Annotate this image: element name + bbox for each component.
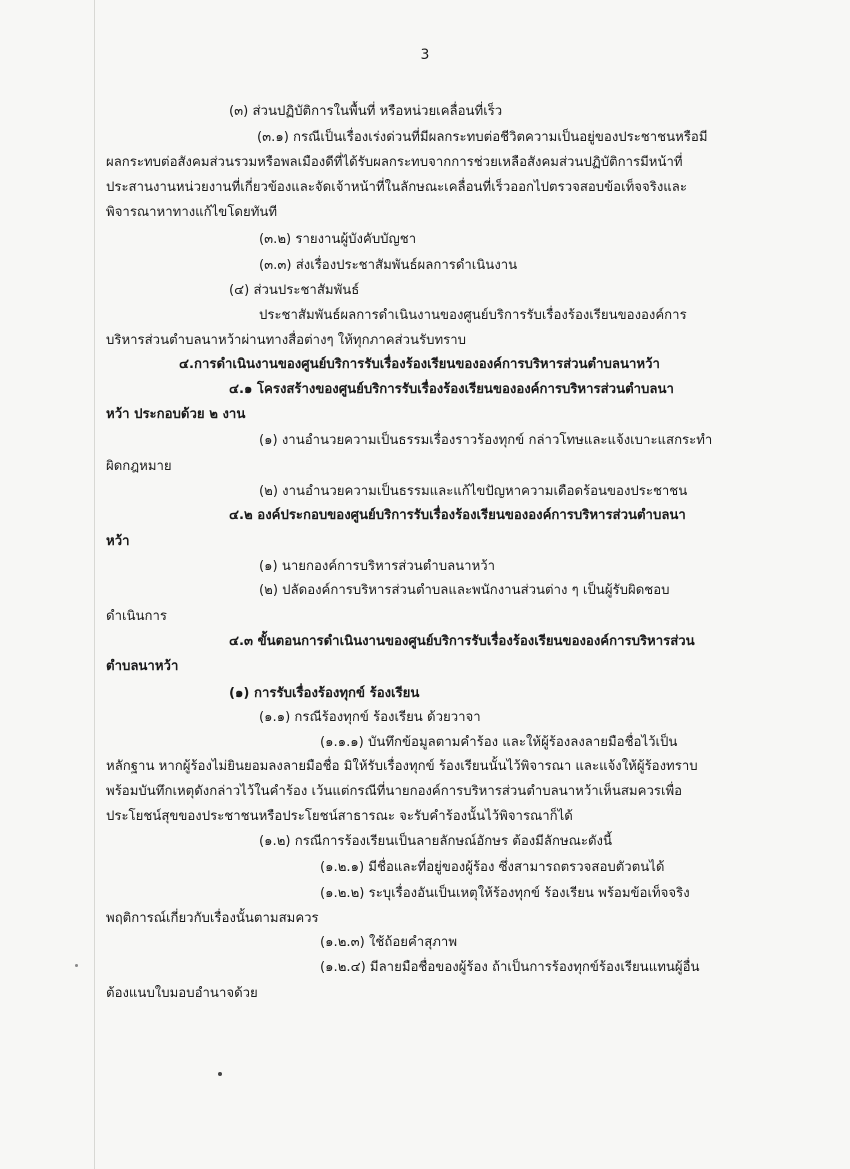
work-1-line-2: ผิดกฎหมาย (106, 459, 172, 474)
scan-speck (218, 1072, 222, 1076)
main-heading-4: ๔.การดำเนินงานของศูนย์บริการรับเรื่องร้องเรียนขององค์การบริหารส่วนตำบลนาหว้า (179, 357, 660, 372)
heading-4-2-line-2: หว้า (106, 534, 130, 549)
step-1-1-1-line-1: (๑.๑.๑) บันทึกข้อมูลตามคำร้อง และให้ผู้ร้องลงลายมือชื่อไว้เป็น (320, 735, 678, 750)
heading-4-3-line-2: ตำบลนาหว้า (106, 659, 179, 674)
work-1-line-1: (๑) งานอำนวยความเป็นธรรมเรื่องราวร้องทุกข์ กล่าวโทษและแจ้งเบาะแสกระทำ (259, 433, 713, 448)
step-1-2-3: (๑.๒.๓) ใช้ถ้อยคำสุภาพ (320, 935, 458, 950)
member-2-line-1: (๒) ปลัดองค์การบริหารส่วนตำบลและพนักงานส่วนต่าง ๆ เป็นผู้รับผิดชอบ (259, 583, 670, 598)
item-3-2: (๓.๒) รายงานผู้บังคับบัญชา (259, 232, 417, 247)
section-4-heading: (๔) ส่วนประชาสัมพันธ์ (229, 283, 360, 298)
heading-4-1-line-2: หว้า ประกอบด้วย ๒ งาน (106, 407, 246, 422)
step-1-2: (๑.๒) กรณีการร้องเรียนเป็นลายลักษณ์อักษร ต้องมีลักษณะดังนี้ (259, 834, 612, 849)
step-1-2-2-line-2: พฤติการณ์เกี่ยวกับเรื่องนั้นตามสมควร (106, 911, 319, 926)
item-3-1-line-3: ประสานงานหน่วยงานที่เกี่ยวข้องและจัดเจ้าหน้าที่ในลักษณะเคลื่อนที่เร็วออกไปตรวจสอบข้อเท็จจริงและ (106, 180, 687, 195)
heading-4-2-line-1: ๔.๒ องค์ประกอบของศูนย์บริการรับเรื่องร้องเรียนขององค์การบริหารส่วนตำบลนา (229, 508, 686, 523)
pr-paragraph-line-2: บริหารส่วนตำบลนาหว้าผ่านทางสื่อต่างๆ ให้ทุกภาคส่วนรับทราบ (106, 333, 466, 348)
pr-paragraph-line-1: ประชาสัมพันธ์ผลการดำเนินงานของศูนย์บริการรับเรื่องร้องเรียนขององค์การ (259, 308, 687, 323)
scan-edge-line (94, 0, 95, 1169)
step-1-2-4-line-1: (๑.๒.๔) มีลายมือชื่อของผู้ร้อง ถ้าเป็นการร้องทุกข์ร้องเรียนแทนผู้อื่น (320, 960, 700, 975)
heading-4-3-line-1: ๔.๓ ขั้นตอนการดำเนินงานของศูนย์บริการรับเรื่องร้องเรียนขององค์การบริหารส่วน (229, 634, 695, 649)
item-3-3: (๓.๓) ส่งเรื่องประชาสัมพันธ์ผลการดำเนินงาน (259, 258, 518, 273)
item-3-1-line-2: ผลกระทบต่อสังคมส่วนรวมหรือพลเมืองดีที่ได้รับผลกระทบจากการช่วยเหลือสังคมส่วนปฏิบัติการมีหน้าที่ (106, 155, 683, 170)
step-1-1-1-line-2: หลักฐาน หากผู้ร้องไม่ยินยอมลงลายมือชื่อ มิให้รับเรื่องทุกข์ ร้องเรียนนั้นไว้พิจารณา และแจ้งให้ผู้ร้องทราบ (106, 759, 698, 774)
scan-speck (75, 964, 78, 967)
section-3-heading: (๓) ส่วนปฏิบัติการในพื้นที่ หรือหน่วยเคลื่อนที่เร็ว (229, 104, 503, 119)
member-1: (๑) นายกองค์การบริหารส่วนตำบลนาหว้า (259, 559, 496, 574)
step-1-2-4-line-2: ต้องแนบใบมอบอำนาจด้วย (106, 986, 258, 1001)
step-1-2-1: (๑.๒.๑) มีชื่อและที่อยู่ของผู้ร้อง ซึ่งสามารถตรวจสอบตัวตนได้ (320, 860, 665, 875)
work-2: (๒) งานอำนวยความเป็นธรรมและแก้ไขปัญหาความเดือดร้อนของประชาชน (259, 484, 688, 499)
heading-4-1-line-1: ๔.๑ โครงสร้างของศูนย์บริการรับเรื่องร้องเรียนขององค์การบริหารส่วนตำบลนา (229, 382, 674, 397)
step-1-1: (๑.๑) กรณีร้องทุกข์ ร้องเรียน ด้วยวาจา (259, 710, 481, 725)
step-1-heading: (๑) การรับเรื่องร้องทุกข์ ร้องเรียน (229, 686, 420, 701)
step-1-1-1-line-4: ประโยชน์สุขของประชาชนหรือประโยชน์สาธารณะ จะรับคำร้องนั้นไว้พิจารณาก็ได้ (106, 809, 573, 824)
page-number: 3 (420, 47, 430, 63)
member-2-line-2: ดำเนินการ (106, 609, 167, 624)
step-1-1-1-line-3: พร้อมบันทึกเหตุดังกล่าวไว้ในคำร้อง เว้นแต่กรณีที่นายกองค์การบริหารส่วนตำบลนาหว้าเห็นสมควรเพื่อ (106, 784, 683, 799)
item-3-1-line-1: (๓.๑) กรณีเป็นเรื่องเร่งด่วนที่มีผลกระทบต่อชีวิตความเป็นอยู่ของประชาชนหรือมี (257, 130, 708, 145)
item-3-1-line-4: พิจารณาหาทางแก้ไขโดยทันที (106, 205, 278, 220)
step-1-2-2-line-1: (๑.๒.๒) ระบุเรื่องอันเป็นเหตุให้ร้องทุกข์ ร้องเรียน พร้อมข้อเท็จจริง (320, 886, 690, 901)
